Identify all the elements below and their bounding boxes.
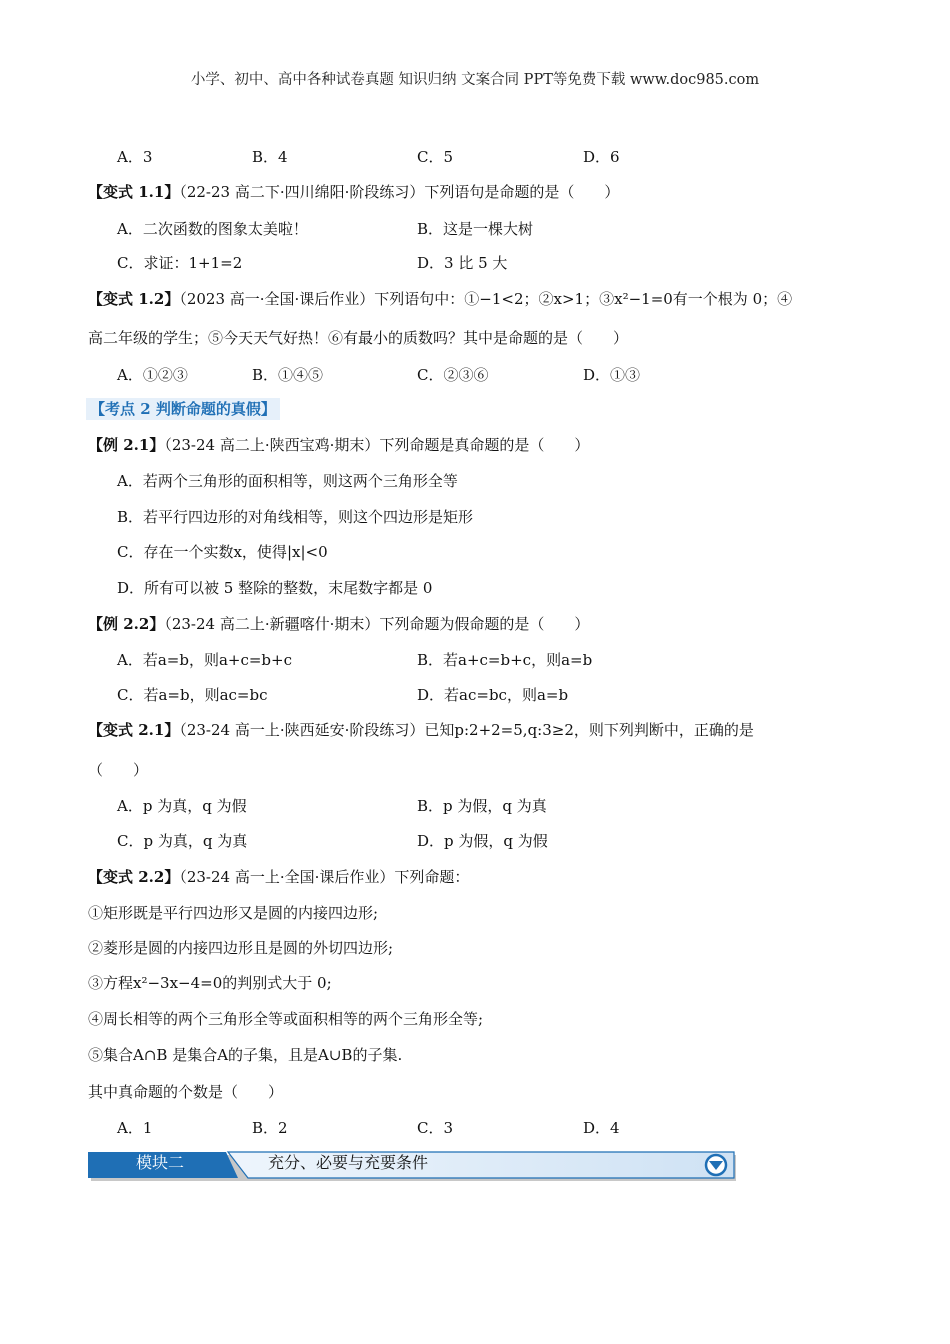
question-e22 <box>88 613 589 635</box>
question-text: （2023 高一·全国·课后作业）下列语句中：①−1<2；②x>1；③x²−1=0有一个根为 0；④ <box>179 290 793 308</box>
option-d: D．所有可以被 5 整除的整数，末尾数字都是 0 <box>117 579 433 597</box>
option-d: D．4 <box>583 1119 620 1137</box>
question-text: （23-24 高一上·陕西延安·阶段练习）已知p:2+2=5,q:3≥2，则下列判断中，正确的是 <box>179 721 754 739</box>
option-c: C．p 为真，q 为真 <box>117 832 248 850</box>
option-a: A．若两个三角形的面积相等，则这两个三角形全等 <box>117 472 458 490</box>
question-label: 【例 2.1】 <box>88 436 165 454</box>
page-header: 小学、初中、高中各种试卷真题 知识归纳 文案合同 PPT等免费下载 www.doc985.com <box>190 72 760 88</box>
question-text: （23-24 高二上·陕西宝鸡·期末）下列命题是真命题的是（ ） <box>164 436 590 454</box>
option-d: D．①③ <box>583 366 641 384</box>
module-banner <box>88 1151 738 1183</box>
option-c: C．求证：1+1=2 <box>117 254 243 272</box>
section-heading-kaodian2: 【考点 2 判断命题的真假】 <box>86 398 280 420</box>
question-label: 【变式 1.1】 <box>88 183 180 201</box>
option-a: A．①②③ <box>117 366 188 384</box>
module-tag: 模块二 <box>136 1155 185 1172</box>
question-text: 其中真命题的个数是（ ） <box>88 1083 284 1101</box>
option-d: D．p 为假，q 为假 <box>417 832 548 850</box>
option-d: D．若ac=bc，则a=b <box>417 686 569 704</box>
list-item: ②菱形是圆的内接四边形且是圆的外切四边形; <box>88 939 394 957</box>
list-item: ③方程x²−3x−4=0的判别式大于 0; <box>88 974 332 992</box>
list-item: ④周长相等的两个三角形全等或面积相等的两个三角形全等; <box>88 1010 484 1028</box>
module-title: 充分、必要与充要条件 <box>268 1155 429 1172</box>
option-b: B．若平行四边形的对角线相等，则这个四边形是矩形 <box>117 508 474 526</box>
option-b: B．2 <box>252 1119 288 1137</box>
option-a: A．若a=b，则a+c=b+c <box>117 651 292 669</box>
option-a: A．p 为真，q 为假 <box>117 797 247 815</box>
list-item: ⑤集合A∩B 是集合A的子集，且是A∪B的子集. <box>88 1046 403 1064</box>
list-item: ①矩形既是平行四边形又是圆的内接四边形; <box>88 904 379 922</box>
question-v22 <box>88 866 469 888</box>
question-text: （23-24 高二上·新疆喀什·期末）下列命题为假命题的是（ ） <box>164 615 590 633</box>
question-v12 <box>88 288 792 310</box>
option-d: D．3 比 5 大 <box>417 254 508 272</box>
question-text-line2: （ ） <box>88 761 149 779</box>
option-b: B．p 为假，q 为真 <box>417 797 547 815</box>
question-text: （22-23 高二下·四川绵阳·阶段练习）下列语句是命题的是（ ） <box>179 183 620 201</box>
option-c: C．若a=b，则ac=bc <box>117 686 268 704</box>
option-c: C．5 <box>417 148 454 166</box>
question-v21 <box>88 719 754 741</box>
question-v11 <box>88 181 619 203</box>
option-a: A．3 <box>117 148 153 166</box>
question-label: 【变式 1.2】 <box>88 290 180 308</box>
option-a: A．1 <box>117 1119 153 1137</box>
option-a: A．二次函数的图象太美啦！ <box>117 220 308 238</box>
option-b: B．4 <box>252 148 288 166</box>
question-label: 【例 2.2】 <box>88 615 165 633</box>
option-c: C．3 <box>417 1119 454 1137</box>
question-text-line2: 高二年级的学生；⑤今天天气好热！⑥有最小的质数吗？其中是命题的是（ ） <box>88 329 629 347</box>
option-c: C．存在一个实数x，使得|x|<0 <box>117 543 328 561</box>
option-d: D．6 <box>583 148 620 166</box>
question-label: 【变式 2.2】 <box>88 868 180 886</box>
option-b: B．①④⑤ <box>252 366 324 384</box>
option-c: C．②③⑥ <box>417 366 489 384</box>
option-b: B．若a+c=b+c，则a=b <box>417 651 593 669</box>
question-label: 【变式 2.1】 <box>88 721 180 739</box>
option-b: B．这是一棵大树 <box>417 220 534 238</box>
question-e21 <box>88 434 589 456</box>
question-text: （23-24 高一上·全国·课后作业）下列命题： <box>179 868 470 886</box>
